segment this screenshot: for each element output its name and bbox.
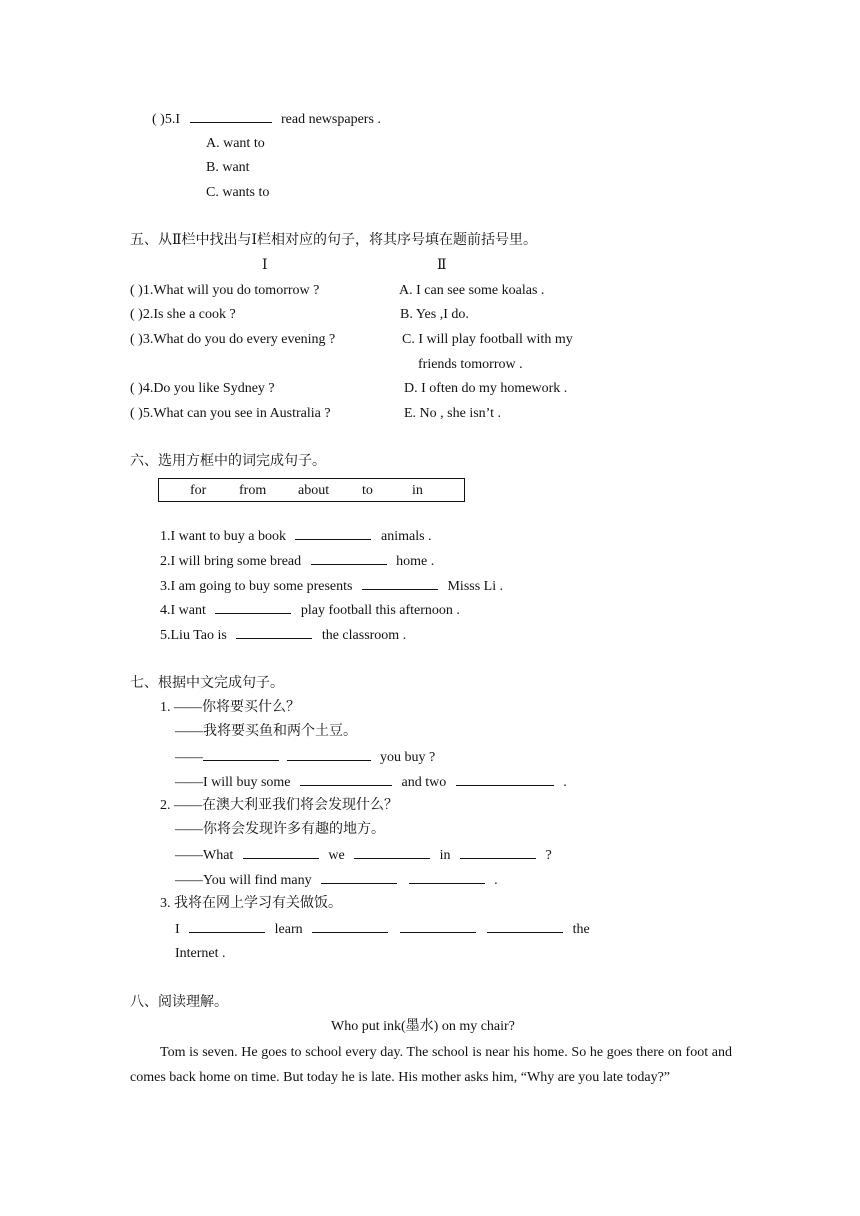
- fill-item-text: play football this afternoon .: [300, 603, 460, 618]
- answer-blank[interactable]: [354, 846, 430, 859]
- answer-blank[interactable]: [236, 626, 312, 639]
- answer-blank[interactable]: [460, 846, 536, 859]
- answer-blank[interactable]: [312, 920, 388, 933]
- sentence-text: you buy ?: [380, 750, 436, 765]
- match-left-3: ( )3.What do you do every evening ?: [130, 332, 336, 347]
- fill-item-text: Misss Li .: [447, 579, 504, 594]
- fill-item-3: [160, 577, 503, 596]
- sentence-text: I: [175, 922, 180, 937]
- answer-blank[interactable]: [300, 773, 392, 786]
- word-bank-item: in: [412, 483, 423, 498]
- sentence-text: in: [439, 848, 451, 863]
- answer-blank[interactable]: [409, 871, 485, 884]
- section7-title: 七、根据中文完成句子。: [130, 676, 284, 691]
- col2-header: Ⅱ: [437, 258, 447, 273]
- answer-blank[interactable]: [243, 846, 319, 859]
- word-bank-item: from: [239, 483, 267, 498]
- word-bank-item: for: [190, 483, 207, 498]
- sentence-text: ?: [545, 848, 552, 863]
- match-right-e: E. No , she isn’t .: [404, 406, 501, 421]
- sentence-text: and two: [401, 775, 447, 790]
- fill-item-text: 4.I want: [160, 603, 206, 618]
- sentence-text: ——You will find many: [175, 873, 312, 888]
- fill-item-text: 3.I am going to buy some presents: [160, 579, 353, 594]
- match-right-c: C. I will play football with my: [402, 332, 573, 347]
- fill-item-text: 5.Liu Tao is: [160, 628, 227, 643]
- q5-option-c: C. wants to: [206, 185, 270, 200]
- q5-stem: [152, 110, 381, 129]
- fill-item-text: 2.I will bring some bread: [160, 554, 302, 569]
- answer-blank[interactable]: [295, 527, 371, 540]
- answer-blank[interactable]: [311, 552, 387, 565]
- section8-title: 八、阅读理解。: [130, 995, 228, 1010]
- fill-item-2: [160, 552, 434, 571]
- answer-blank[interactable]: [203, 748, 279, 761]
- fill-item-text: home .: [396, 554, 435, 569]
- section5-title: 五、从Ⅱ栏中找出与Ⅰ栏相对应的句子，将其序号填在题前括号里。: [130, 233, 538, 248]
- q5-option-b: B. want: [206, 160, 250, 175]
- match-right-c-cont: friends tomorrow .: [418, 357, 523, 372]
- answer-blank[interactable]: [287, 748, 371, 761]
- q7-1-cn-answer: ——我将要买鱼和两个土豆。: [175, 724, 357, 739]
- sentence-text: learn: [274, 922, 303, 937]
- word-bank-item: about: [298, 483, 330, 498]
- answer-blank[interactable]: [456, 773, 554, 786]
- match-left-4: ( )4.Do you like Sydney ?: [130, 381, 275, 396]
- match-left-2: ( )2.Is she a cook ?: [130, 307, 236, 322]
- q5-stem-suffix: read newspapers .: [281, 112, 381, 127]
- dash-text: ——: [175, 750, 203, 765]
- answer-blank[interactable]: [321, 871, 397, 884]
- fill-item-4: [160, 601, 460, 620]
- fill-item-text: 1.I want to buy a book: [160, 529, 286, 544]
- word-bank-box: [158, 478, 465, 502]
- q7-1-en-line1: [175, 748, 435, 767]
- q7-1-question: 1. ——你将要买什么？: [160, 700, 300, 715]
- q5-stem-prefix: ( )5.I: [152, 112, 180, 127]
- q7-3-en-line1: [175, 920, 590, 939]
- story-paragraph: Tom is seven. He goes to school every day. The school is near his home. So he goes there on foot and comes back home on time. But today he is late. His mother asks him, “Why are you late today?”: [130, 1045, 732, 1085]
- q7-3-en-line2: Internet .: [175, 946, 226, 961]
- story-title: Who put ink(墨水) on my chair?: [331, 1019, 515, 1034]
- q5-option-a: A. want to: [206, 136, 265, 151]
- sentence-text: we: [328, 848, 345, 863]
- sentence-text: ——I will buy some: [175, 775, 291, 790]
- match-left-1: ( )1.What will you do tomorrow ?: [130, 283, 320, 298]
- q7-2-en-line2: [175, 871, 498, 890]
- answer-blank[interactable]: [362, 577, 438, 590]
- answer-blank[interactable]: [189, 920, 265, 933]
- q7-2-question: 2. ——在澳大利亚我们将会发现什么？: [160, 798, 398, 813]
- sentence-text: the: [572, 922, 590, 937]
- fill-item-text: the classroom .: [321, 628, 407, 643]
- col1-header: Ⅰ: [262, 258, 268, 273]
- q7-3-question: 3. 我将在网上学习有关做饭。: [160, 896, 342, 911]
- answer-blank[interactable]: [400, 920, 476, 933]
- sentence-text: .: [563, 775, 567, 790]
- fill-item-text: animals .: [380, 529, 432, 544]
- section6-title: 六、选用方框中的词完成句子。: [130, 454, 326, 469]
- match-right-b: B. Yes ,I do.: [400, 307, 469, 322]
- sentence-text: .: [494, 873, 498, 888]
- match-right-a: A. I can see some koalas .: [399, 283, 545, 298]
- fill-item-5: [160, 626, 406, 645]
- q7-2-cn-answer: ——你将会发现许多有趣的地方。: [175, 822, 385, 837]
- answer-blank[interactable]: [487, 920, 563, 933]
- match-right-d: D. I often do my homework .: [404, 381, 568, 396]
- word-bank-item: to: [362, 483, 373, 498]
- answer-blank[interactable]: [190, 110, 272, 123]
- q7-1-en-line2: [175, 773, 567, 792]
- fill-item-1: [160, 527, 432, 546]
- sentence-text: ——What: [175, 848, 234, 863]
- q7-2-en-line1: [175, 846, 552, 865]
- answer-blank[interactable]: [215, 601, 291, 614]
- match-left-5: ( )5.What can you see in Australia ?: [130, 406, 331, 421]
